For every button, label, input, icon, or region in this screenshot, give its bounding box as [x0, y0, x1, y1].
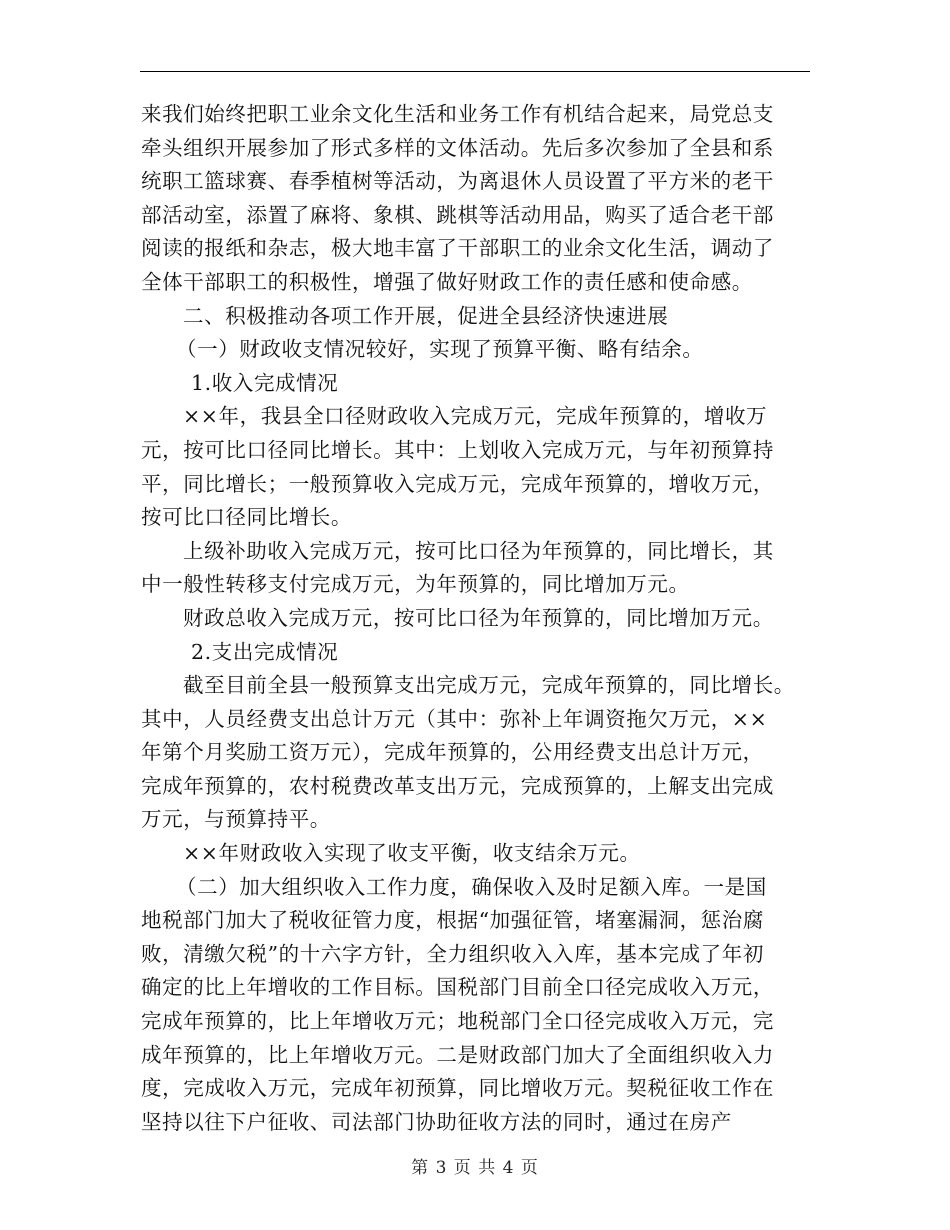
text-line: 按可比口径同比增长。	[141, 505, 352, 530]
text-line: 上级补助收入完成万元，按可比口径为年预算的，同比增长，其	[183, 538, 774, 563]
section-heading: 二、积极推动各项工作开展，促进全县经济快速进展	[183, 303, 669, 328]
text-line: 坚持以往下户征收、司法部门协助征收方法的同时，通过在房产	[141, 1109, 732, 1134]
document-body	[141, 98, 813, 1139]
text-line: 完成年预算的，比上年增收万元；地税部门全口径完成收入万元，完	[141, 1009, 774, 1034]
text-line: 地税部门加大了税收征管力度，根据“加强征管，堵塞漏洞，惩治腐	[141, 908, 764, 933]
subsection-heading: （二）加大组织收入工作力度，确保收入及时足额入库。一是国	[176, 874, 767, 899]
text-line: 牵头组织开展参加了形式多样的文体活动。先后多次参加了全县和系	[141, 135, 774, 160]
text-line: 平，同比增长；一般预算收入完成万元，完成年预算的，增收万元，	[141, 471, 774, 496]
text-line: 其中，人员经费支出总计万元（其中：弥补上年调资拖欠万元，××	[141, 706, 768, 731]
text-line: 部活动室，添置了麻将、象棋、跳棋等活动用品，购买了适合老干部	[141, 202, 774, 227]
text-line: ××年财政收入实现了收支平衡，收支结余万元。	[183, 841, 641, 866]
text-line: 确定的比上年增收的工作目标。国税部门目前全口径完成收入万元，	[141, 975, 774, 1000]
text-line: 成年预算的，比上年增收万元。二是财政部门加大了全面组织收入力	[141, 1042, 774, 1067]
text-line: 统职工篮球赛、春季植树等活动，为离退休人员设置了平方米的老干	[141, 169, 774, 194]
text-line: 中一般性转移支付完成万元，为年预算的，同比增加万元。	[141, 572, 690, 597]
item-heading: 2.支出完成情况	[191, 639, 339, 664]
subsection-heading: （一）财政收支情况较好，实现了预算平衡、略有结余。	[176, 337, 704, 362]
text-line: 万元，与预算持平。	[141, 807, 331, 832]
text-line: 财政总收入完成万元，按可比口径为年预算的，同比增加万元。	[183, 605, 774, 630]
text-line: 败，清缴欠税”的十六字方针，全力组织收入入库，基本完成了年初	[141, 941, 764, 966]
text-line: 阅读的报纸和杂志，极大地丰富了干部职工的业余文化生活，调动了	[141, 236, 774, 261]
page-number-footer: 第 3 页 共 4 页	[411, 1158, 539, 1178]
text-line: 元，按可比口径同比增长。其中：上划收入完成万元，与年初预算持	[141, 437, 774, 462]
text-line: 完成年预算的，农村税费改革支出万元，完成预算的，上解支出完成	[141, 773, 774, 798]
text-line: 来我们始终把职工业余文化生活和业务工作有机结合起来，局党总支	[141, 102, 774, 126]
text-line: ××年，我县全口径财政收入完成万元，完成年预算的，增收万	[183, 404, 768, 429]
item-heading: 1.收入完成情况	[191, 370, 339, 395]
header-rule	[140, 71, 810, 72]
text-line: 截至目前全县一般预算支出完成万元，完成年预算的，同比增长。	[183, 673, 795, 698]
text-line: 度，完成收入万元，完成年初预算，同比增收万元。契税征收工作在	[141, 1076, 774, 1101]
text-line: 全体干部职工的积极性，增强了做好财政工作的责任感和使命感。	[141, 269, 753, 294]
text-line: 年第个月奖励工资万元），完成年预算的，公用经费支出总计万元，	[141, 740, 764, 765]
